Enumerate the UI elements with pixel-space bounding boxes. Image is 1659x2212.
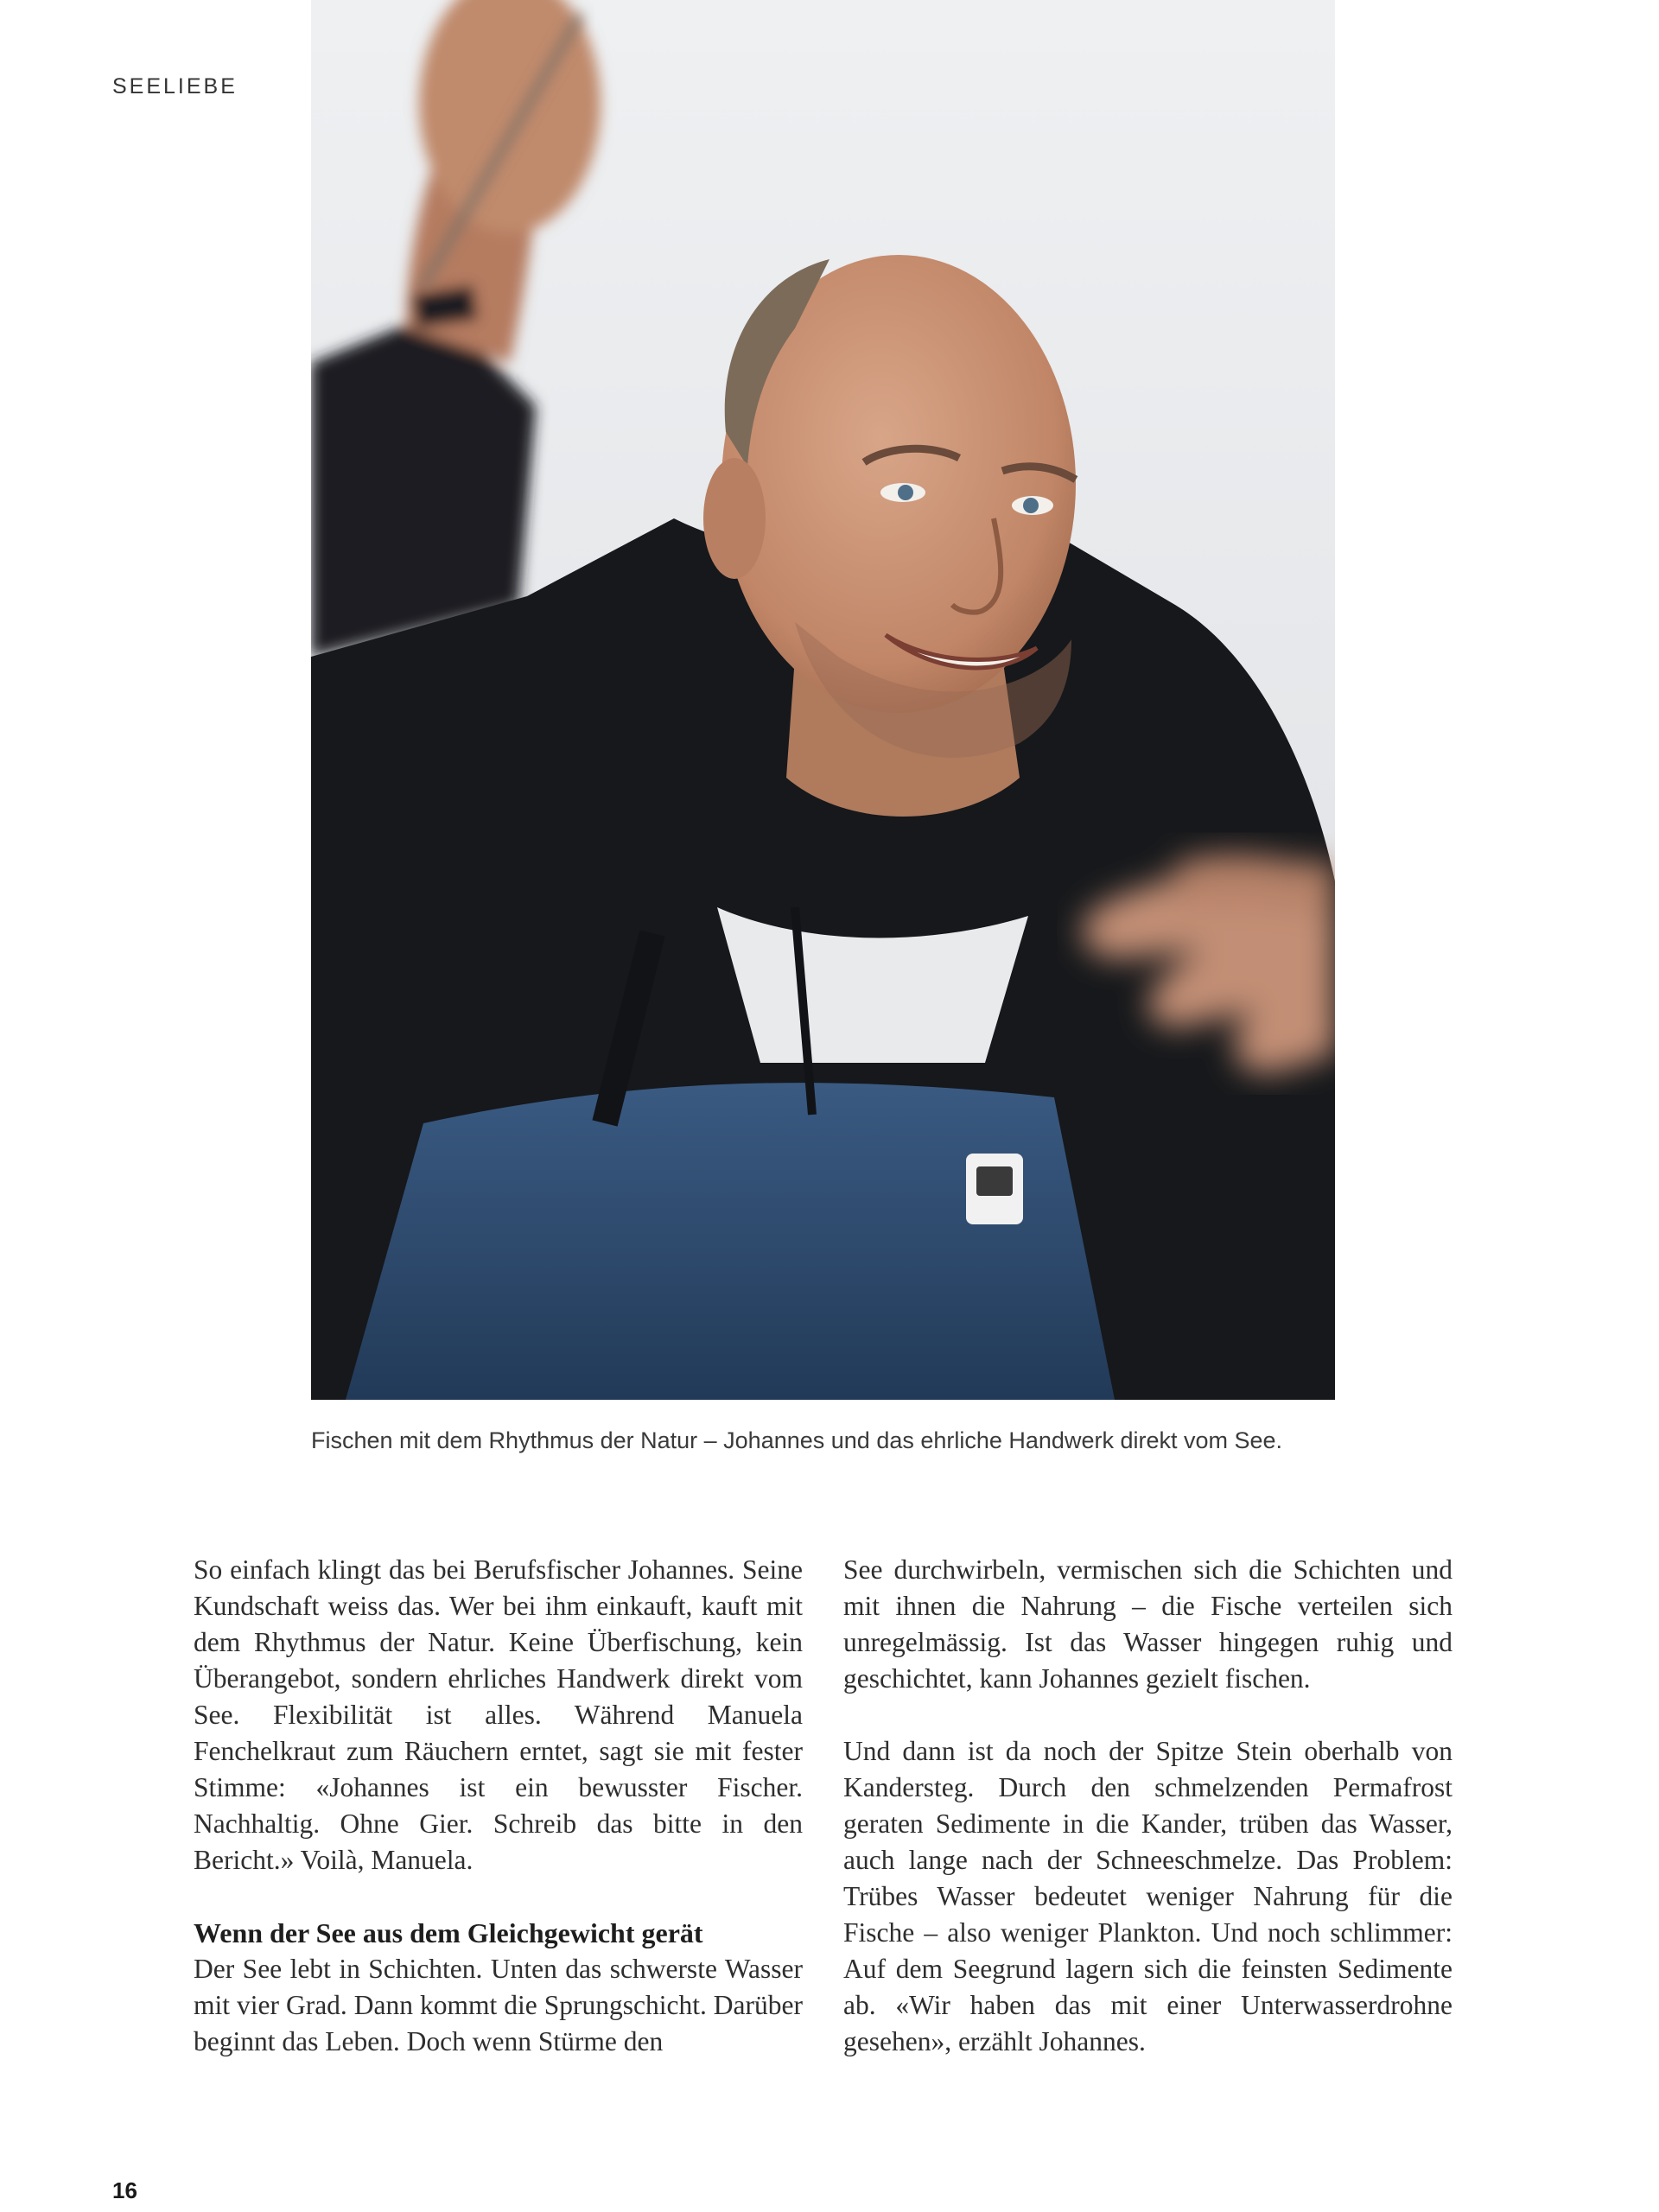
article-paragraph: So einfach klingt das bei Berufsfischer Johannes. Seine Kundschaft weiss das. Wer bei ihm einkauft, kauft mit dem Rhythmus der Natur. Keine Überfischung, kein Überangebot, sondern ehrliches Handwerk direkt vom See. Flexibilität ist alles. Während Manuela Fenchelkraut zum Räuchern erntet, sagt sie mit fester Stimme: «Johannes ist ein bewusster Fischer. Nachhaltig. Ohne Gier. Schreib das bitte in den Bericht.» Voilà, Manuela. [194, 1554, 803, 1875]
article-paragraph: Und dann ist da noch der Spitze Stein oberhalb von Kandersteg. Durch den schmelzenden Permafrost geraten Sedimente in die Kander, trüben das Wasser, auch lange nach der Schneeschmelze. Das Problem: Trübes Wasser bedeutet weniger Nahrung für die Fische – also weniger Plankton. Und noch schlimmer: Auf dem Seegrund lagern sich die feinsten Sedimente ab. «Wir haben das mit einer Unterwasserdrohne gesehen», erzählt Johannes. [843, 1736, 1452, 2056]
page-number: 16 [112, 2177, 137, 2203]
apron [346, 1083, 1115, 1400]
article-column-left [194, 1552, 803, 2060]
article-column-right [843, 1552, 1452, 2060]
article-paragraph: Der See lebt in Schichten. Unten das schwerste Wasser mit vier Grad. Dann kommt die Sprungschicht. Darüber beginnt das Leben. Doch wenn Stürme den [194, 1954, 803, 2056]
photo-caption: Fischen mit dem Rhythmus der Natur – Johannes und das ehrliche Handwerk direkt vom See. [311, 1427, 1283, 1453]
portrait-photo [311, 0, 1335, 1400]
article-paragraph: See durchwirbeln, vermischen sich die Schichten und mit ihnen die Nahrung – die Fische verteilen sich unregelmässig. Ist das Wasser hingegen ruhig und geschichtet, kann Johannes gezielt fischen. [843, 1554, 1452, 1694]
section-label: SEELIEBE [112, 74, 238, 99]
article-subheading: Wenn der See aus dem Gleichgewicht gerät [194, 1917, 703, 1948]
